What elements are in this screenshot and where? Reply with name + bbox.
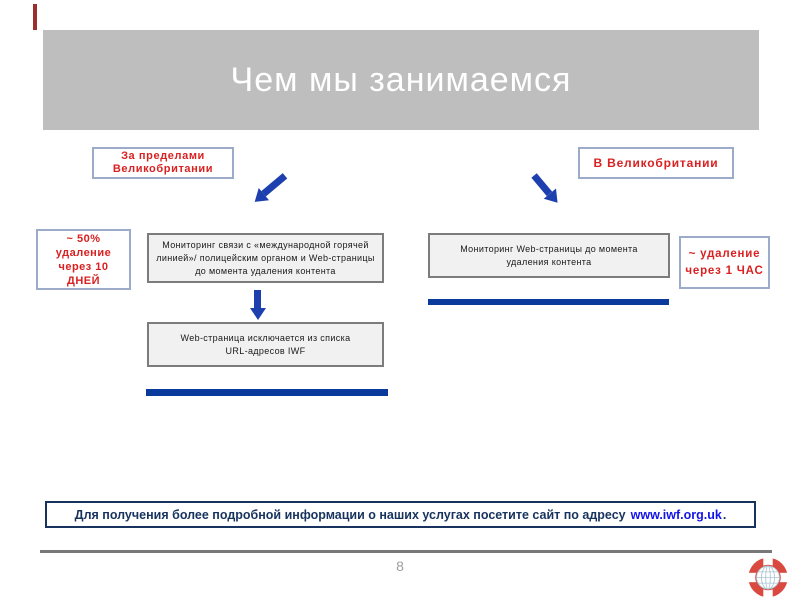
box-line: Мониторинг связи с «международной горячей [162,239,369,250]
arrow-down-right-icon [528,170,563,208]
arrow-down-icon [250,290,266,320]
life-ring-globe-icon [744,555,792,600]
arrow-shaft [262,173,288,196]
stat-line: ДНЕЙ [66,274,101,287]
footer-divider [40,550,772,553]
arrow-shaft [255,290,262,308]
timeline-bar-right [428,299,669,305]
url-list-exclusion-box [147,322,384,367]
timeline-bar-left [146,389,388,396]
box-line: удаления контента [506,256,592,267]
stat-line: через 10 [58,260,109,273]
stat-line: через 1 ЧАС [685,264,764,277]
slide-title: Чем мы занимаемся [230,60,572,99]
info-banner [45,501,756,528]
deletion-rate-box [36,229,131,290]
label-outside-uk [92,147,234,179]
label-in-uk [578,147,734,179]
arrow-down-left-icon [250,170,291,208]
deletion-time-box [679,236,770,289]
box-line: Web-страница исключается из списка [180,332,351,343]
label-line: В Великобритании [593,156,719,170]
arrow-head [250,308,266,320]
box-line: линией»/ полицейским органом и Web-страницы [156,252,375,263]
page-number: 8 [396,558,404,574]
info-suffix: . [722,507,727,522]
box-line: URL-адресов IWF [225,345,306,356]
stat-line: удаление [55,246,112,259]
monitoring-box-uk [428,233,670,278]
info-text: Для получения более подробной информации о наших услугах посетите сайт по адресу [74,507,626,522]
box-line: до момента удаления контента [195,265,336,276]
stat-line: ~ удаление [688,247,761,260]
title-bar [43,30,759,130]
box-line: Мониторинг Web-страницы до момента [460,243,638,254]
label-line: За пределами [121,150,205,162]
monitoring-box-international [147,233,384,283]
red-accent-mark [33,4,37,30]
stat-line: ~ 50% [66,232,101,245]
label-line: Великобритании [112,163,214,175]
website-link[interactable]: www.iwf.org.uk [630,507,722,522]
